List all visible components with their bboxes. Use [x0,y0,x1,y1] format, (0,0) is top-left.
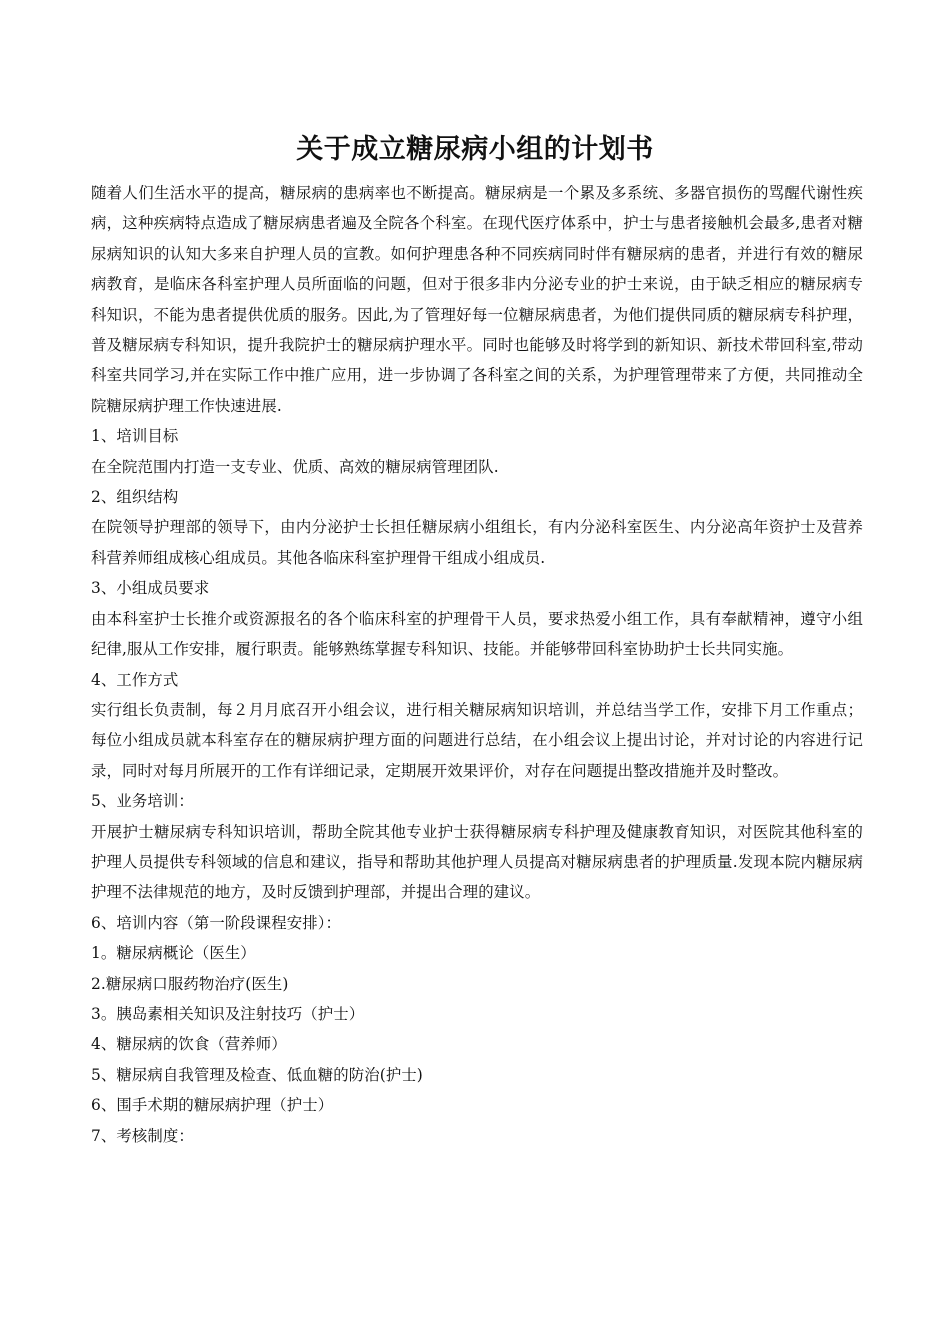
course-item: 1。糖尿病概论（医生） [91,944,256,963]
section-heading-member-requirements: 3、小组成员要求 [91,579,210,598]
organization-text: 在院领导护理部的领导下，由内分泌护士长担任糖尿病小组组长，有内分泌科室医生、内分泌高年资护士及营养科营养师组成核心组成员。其他各临床科室护理骨干组成小组成员. [91,518,863,567]
section-heading-assessment: 7、考核制度： [91,1126,194,1145]
section-heading-organization: 2、组织结构 [91,488,179,507]
member-requirements-text: 由本科室护士长推介或资源报名的各个临床科室的护理骨干人员，要求热爱小组工作，具有奉献精神，遵守小组纪律,服从工作安排，履行职责。能够熟练掌握专科知识、技能。并能够带回科室协助护士长共同实施。 [91,609,863,659]
working-method-text: 实行组长负责制，每２月月底召开小组会议，进行相关糖尿病知识培训，并总结当学工作，安排下月工作重点；每位小组成员就本科室存在的糖尿病护理方面的问题进行总结，在小组会议上提出讨论，并对讨论的内容进行记录，同时对每月所展开的工作有详细记录，定期展开效果评价，对存在问题提出整改措施并及时整改。 [91,700,863,780]
section-heading-training-content: 6、培训内容（第一阶段课程安排）： [91,913,342,932]
document-body [91,178,863,1151]
course-item: 3。胰岛素相关知识及注射技巧（护士） [91,1004,365,1023]
course-item: 6、围手术期的糖尿病护理（护士） [91,1096,334,1115]
training-goal-text: 在全院范围内打造一支专业、优质、高效的糖尿病管理团队. [91,457,499,476]
course-item: 4、糖尿病的饮食（营养师） [91,1035,287,1054]
document-title: 关于成立糖尿病小组的计划书 [296,134,654,165]
section-heading-training-goal: 1、培训目标 [91,427,179,446]
section-heading-business-training: 5、业务培训： [91,792,194,811]
course-item: 5、糖尿病自我管理及检查、低血糖的防治(护士) [91,1065,423,1084]
intro-paragraph: 随着人们生活水平的提高，糖尿病的患病率也不断提高。糖尿病是一个累及多系统、多器官损伤的骂醒代谢性疾病，这种疾病特点造成了糖尿病患者遍及全院各个科室。在现代医疗体系中，护士与患者接触机会最多,患者对糖尿病知识的认知大多来自护理人员的宣教。如何护理患各种不同疾病同时伴有糖尿病的患者，并进行有效的糖尿病教育，是临床各科室护理人员所面临的问题，但对于很多非内分泌专业的护士来说，由于缺乏相应的糖尿病专科知识，不能为患者提供优质的服务。因此,为了管理好每一位糖尿病患者，为他们提供同质的糖尿病专科护理，普及糖尿病专科知识，提升我院护士的糖尿病护理水平。同时也能够及时将学到的新知识、新技术带回科室,带动科室共同学习,并在实际工作中推广应用，进一步协调了各科室之间的关系，为护理管理带来了方便，共同推动全院糖尿病护理工作快速进展. [91,184,863,415]
section-heading-working-method: 4、工作方式 [91,670,179,689]
course-item: 2.糖尿病口服药物治疗(医生) [91,974,289,993]
business-training-text: 开展护士糖尿病专科知识培训，帮助全院其他专业护士获得糖尿病专科护理及健康教育知识，对医院其他科室的护理人员提供专科领域的信息和建议，指导和帮助其他护理人员提高对糖尿病患者的护理质量.发现本院内糖尿病护理不法律规范的地方，及时反馈到护理部，并提出合理的建议。 [91,822,863,902]
